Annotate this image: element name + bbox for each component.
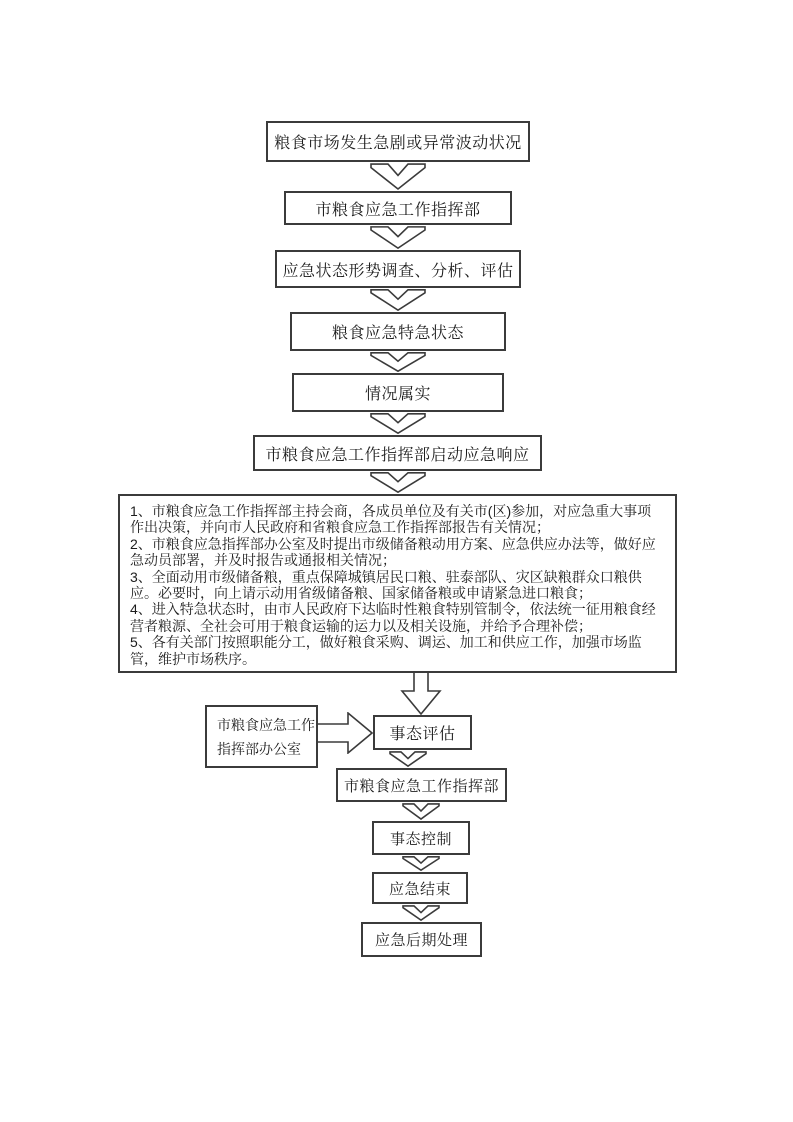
- down-arrow-icon: [370, 352, 426, 372]
- down-arrow-icon: [370, 289, 426, 311]
- flow-box-situation-control: 事态控制: [372, 821, 470, 855]
- office-label-box: [205, 705, 318, 768]
- down-arrow-icon: [389, 751, 427, 767]
- flow-box-response-end: 应急结束: [372, 872, 468, 904]
- down-arrow-icon: [402, 803, 440, 820]
- measure-item: 3、全面动用市级储备粮，重点保障城镇居民口粮、驻泰部队、灾区缺粮群众口粮供应。必要时，向上请示动用省级储备粮、国家储备粮或申请紧急进口粮食；: [130, 568, 642, 602]
- flow-box-investigation: 应急状态形势调查、分析、评估: [275, 250, 521, 288]
- flow-box-post-response: 应急后期处理: [361, 922, 482, 957]
- down-arrow-icon: [370, 413, 426, 434]
- measure-item: 4、进入特急状态时，由市人民政府下达临时性粮食特别管制令，依法统一征用粮食经营者粮源、全社会可用于粮食运输的运力以及相关设施，并给予合理补偿；: [130, 601, 656, 634]
- block-down-arrow-icon: [400, 673, 442, 715]
- flow-box-start-response: 市粮食应急工作指挥部启动应急响应: [253, 435, 542, 471]
- right-block-arrow-icon: [318, 712, 373, 754]
- flow-box-situation-assessment: 事态评估: [373, 715, 472, 750]
- office-label-line2: 指挥部办公室: [217, 740, 301, 757]
- down-arrow-icon: [402, 856, 440, 871]
- office-label-line1: 市粮食应急工作: [217, 716, 315, 733]
- flow-box-emergency-event: 粮食市场发生急剧或异常波动状况: [266, 121, 530, 162]
- down-arrow-icon: [402, 905, 440, 921]
- down-arrow-icon: [370, 163, 426, 190]
- flow-box-command-center-2: 市粮食应急工作指挥部: [336, 768, 507, 802]
- measure-item: 2、市粮食应急指挥部办公室及时提出市级储备粮动用方案、应急供应办法等，做好应急动员部署，并及时报告或通报相关情况；: [130, 535, 656, 569]
- response-measures-box: [118, 494, 677, 673]
- measure-item: 1、市粮食应急工作指挥部主持会商，各成员单位及有关市(区)参加，对应急重大事项作出决策，并向市人民政府和省粮食应急工作指挥部报告有关情况；: [130, 503, 652, 536]
- down-arrow-icon: [370, 226, 426, 249]
- flow-box-command-center: 市粮食应急工作指挥部: [284, 191, 512, 225]
- down-arrow-icon: [370, 472, 426, 493]
- flow-box-special-state: 粮食应急特急状态: [290, 312, 506, 351]
- measure-item: 5、各有关部门按照职能分工，做好粮食采购、调运、加工和供应工作，加强市场监管，维护市场秩序。: [130, 634, 642, 667]
- flow-box-verified: 情况属实: [292, 373, 504, 412]
